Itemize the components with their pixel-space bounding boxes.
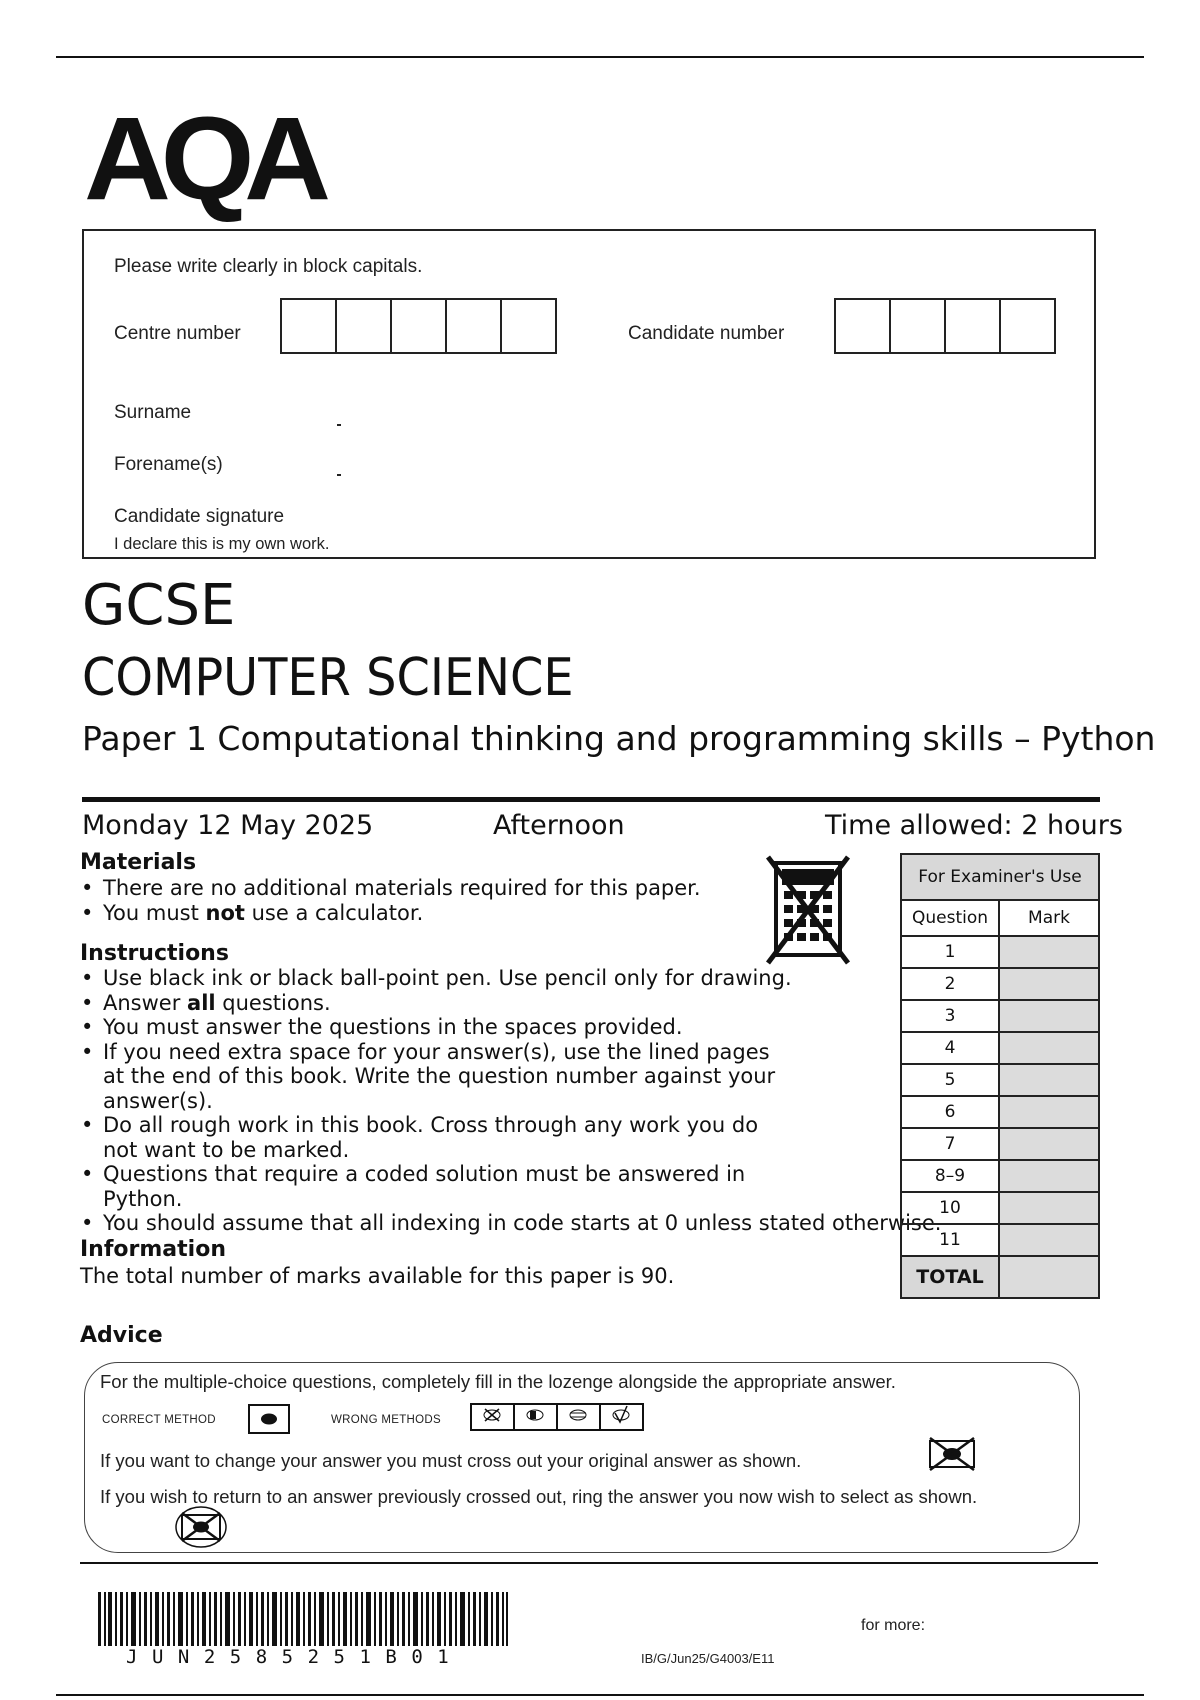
question-number: 10	[901, 1192, 999, 1224]
question-number: 6	[901, 1096, 999, 1128]
text-fragment: use a calculator.	[244, 900, 424, 925]
bold-text: not	[205, 900, 245, 925]
advice-line-1: For the multiple-choice questions, completely fill in the lozenge alongside the appropriate answer.	[100, 1371, 896, 1392]
mark-cell[interactable]	[999, 1224, 1099, 1256]
centre-number-boxes[interactable]	[280, 298, 557, 354]
mark-cell[interactable]	[999, 1000, 1099, 1032]
title-rule	[82, 797, 1100, 802]
text-fragment: You must	[103, 900, 206, 925]
examiner-table-title: For Examiner's Use	[901, 854, 1099, 900]
question-number: 2	[901, 968, 999, 1000]
surname-label: Surname	[114, 402, 192, 423]
forename-label: Forename(s)	[114, 454, 223, 475]
paper-title: Paper 1 Computational thinking and programming skills – Python	[82, 719, 1156, 758]
subject-title: COMPUTER SCIENCE	[82, 648, 574, 708]
candidate-number-label: Candidate number	[628, 323, 785, 344]
bottom-rule	[56, 1694, 1144, 1696]
list-item: • You must answer the questions in the spaces provided.	[80, 1015, 825, 1040]
materials-list	[80, 876, 740, 925]
mark-cell[interactable]	[999, 1096, 1099, 1128]
centre-digit-box[interactable]	[500, 298, 557, 354]
question-number: 1	[901, 936, 999, 968]
qualification-title: GCSE	[82, 573, 236, 638]
instructions-list	[80, 966, 942, 1236]
barcode-text: JUN2585251B01	[126, 1646, 464, 1668]
for-more-text: for more:	[861, 1617, 926, 1634]
time-allowed: Time allowed: 2 hours	[825, 810, 1123, 841]
text-fragment: questions.	[215, 990, 331, 1015]
centre-digit-box[interactable]	[390, 298, 447, 354]
mark-cell[interactable]	[999, 1160, 1099, 1192]
mark-column-header: Mark	[999, 900, 1099, 936]
information-heading: Information	[80, 1237, 226, 1262]
mark-cell[interactable]	[999, 968, 1099, 1000]
surname-field-marker	[337, 424, 341, 426]
wrong-lozenges-icon	[470, 1403, 644, 1431]
list-item	[80, 901, 740, 926]
ringed-lozenge-icon	[174, 1505, 228, 1549]
candidate-number-boxes[interactable]	[834, 298, 1056, 354]
list-item: • There are no additional materials required for this paper.	[80, 876, 740, 901]
crossed-lozenge-icon	[928, 1437, 976, 1471]
centre-digit-box[interactable]	[280, 298, 337, 354]
question-number: 8–9	[901, 1160, 999, 1192]
materials-heading: Materials	[80, 850, 197, 875]
examiner-use-table	[900, 853, 1100, 1299]
bold-text: all	[187, 990, 216, 1015]
question-column-header: Question	[901, 900, 999, 936]
forename-field-marker	[337, 474, 341, 476]
total-mark-cell[interactable]	[999, 1256, 1099, 1298]
candidate-digit-box[interactable]	[834, 298, 891, 354]
advice-heading: Advice	[80, 1323, 163, 1348]
list-item: • If you need extra space for your answer(s), use the lined pages at the end of this book. Write the question number against your answer(s).	[80, 1040, 793, 1114]
instructions-heading: Instructions	[80, 941, 229, 966]
text-fragment: Answer	[103, 990, 188, 1015]
wrong-methods-label: WRONG METHODS	[331, 1414, 441, 1426]
block-capitals-instruction: Please write clearly in block capitals.	[114, 256, 423, 277]
total-label: TOTAL	[901, 1256, 999, 1298]
question-number: 4	[901, 1032, 999, 1064]
candidate-digit-box[interactable]	[889, 298, 946, 354]
declaration-text: I declare this is my own work.	[114, 535, 330, 553]
exam-session: Afternoon	[493, 810, 625, 841]
list-item: • Do all rough work in this book. Cross through any work you do not want to be marked.	[80, 1113, 793, 1162]
question-number: 3	[901, 1000, 999, 1032]
no-calculator-icon	[766, 855, 850, 965]
footer-rule	[80, 1562, 1098, 1564]
signature-label: Candidate signature	[114, 506, 285, 527]
mark-cell[interactable]	[999, 1064, 1099, 1096]
centre-digit-box[interactable]	[335, 298, 392, 354]
advice-line-2: If you want to change your answer you must cross out your original answer as shown.	[100, 1450, 802, 1471]
centre-digit-box[interactable]	[445, 298, 502, 354]
paper-reference: IB/G/Jun25/G4003/E11	[641, 1651, 775, 1666]
exam-date: Monday 12 May 2025	[82, 810, 374, 841]
question-number: 11	[901, 1224, 999, 1256]
correct-lozenge-icon	[248, 1404, 290, 1434]
mark-cell[interactable]	[999, 1192, 1099, 1224]
list-item: • Questions that require a coded solution must be answered in Python.	[80, 1162, 825, 1211]
barcode-icon	[98, 1592, 508, 1646]
list-item: • You should assume that all indexing in code starts at 0 unless stated otherwise.	[80, 1211, 825, 1236]
advice-line-3: If you wish to return to an answer previously crossed out, ring the answer you now wish to select as shown.	[100, 1486, 978, 1507]
question-number: 5	[901, 1064, 999, 1096]
question-number: 7	[901, 1128, 999, 1160]
centre-number-label: Centre number	[114, 323, 241, 344]
candidate-digit-box[interactable]	[999, 298, 1056, 354]
correct-method-label: CORRECT METHOD	[102, 1414, 216, 1426]
list-item	[80, 991, 825, 1016]
mark-cell[interactable]	[999, 1128, 1099, 1160]
mark-cell[interactable]	[999, 936, 1099, 968]
list-item: • Use black ink or black ball-point pen. Use pencil only for drawing.	[80, 966, 825, 991]
top-rule	[56, 56, 1144, 58]
aqa-logo: AQA	[84, 93, 321, 225]
total-marks-text: The total number of marks available for this paper is 90.	[80, 1264, 675, 1288]
candidate-digit-box[interactable]	[944, 298, 1001, 354]
mark-cell[interactable]	[999, 1032, 1099, 1064]
